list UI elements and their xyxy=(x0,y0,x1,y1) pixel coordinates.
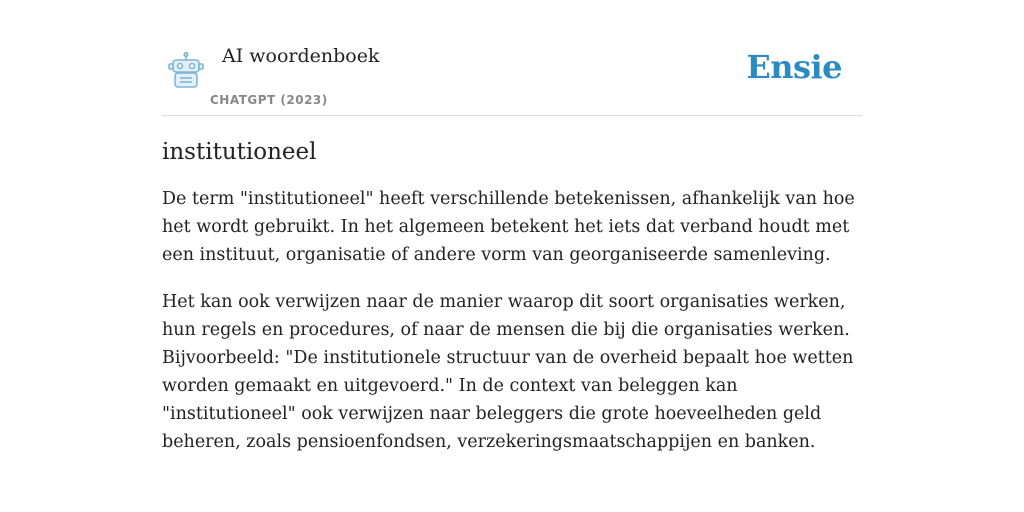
entry-term: institutioneel xyxy=(162,139,317,165)
definition xyxy=(162,185,862,456)
robot-icon xyxy=(166,52,206,90)
source-title[interactable]: AI woordenboek xyxy=(222,45,380,67)
source-subtitle: CHATGPT (2023) xyxy=(210,93,328,107)
definition-paragraph: Het kan ook verwijzen naar de manier waarop dit soort organisaties werken, hun regels en procedures, of naar de mensen die bij die organisaties werken. Bijvoorbeeld: "De institutionele structuur van de overheid bepaalt hoe wetten worden gemaakt en uitgevoerd." In de context van beleggen kan "institutioneel" ook verwijzen naar beleggers die grote hoeveelheden geld beheren, zoals pensioenfondsen, verzekeringsmaatschappijen en banken. xyxy=(162,292,854,452)
ensie-logo[interactable]: Ensie xyxy=(746,48,842,86)
page xyxy=(162,0,862,475)
definition-paragraph: De term "institutioneel" heeft verschillende betekenissen, afhankelijk van hoe het wordt gebruikt. In het algemeen betekent het iets dat verband houdt met een instituut, organisatie of andere vorm van georganiseerde samenleving. xyxy=(162,189,855,265)
header xyxy=(162,0,862,116)
